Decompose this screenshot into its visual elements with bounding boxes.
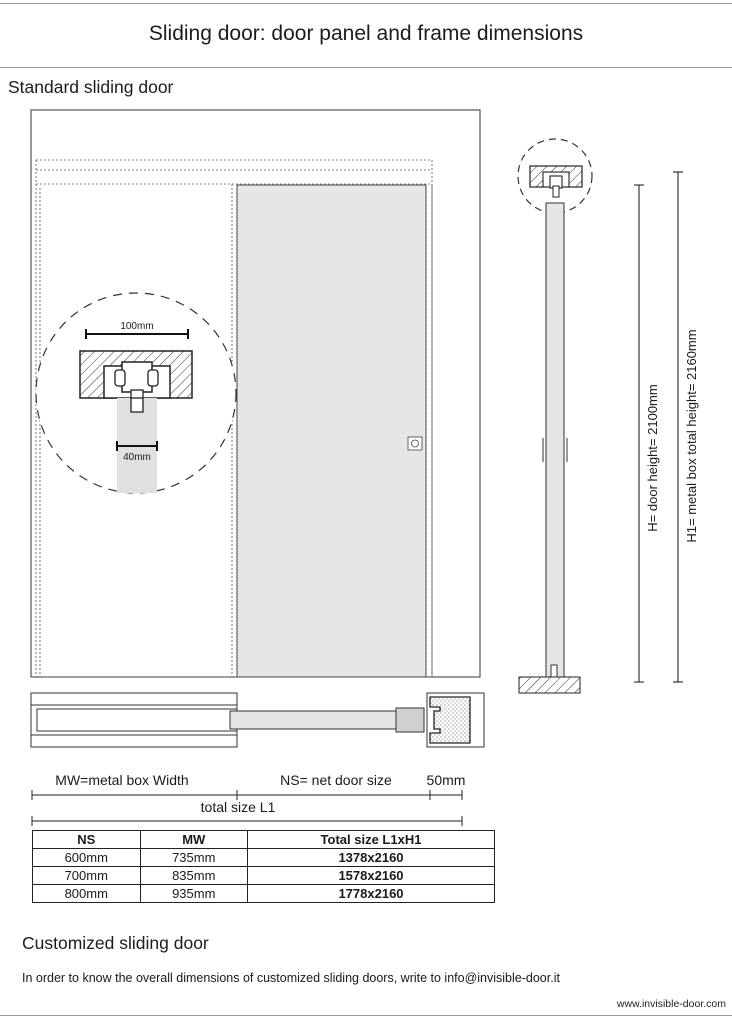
door-height-label: H= door height= 2100mm xyxy=(645,384,660,532)
plan-door-panel xyxy=(230,711,396,729)
section-title-standard: Standard sliding door xyxy=(8,77,174,97)
door-panel xyxy=(237,185,426,677)
page-title: Sliding door: door panel and frame dimensions xyxy=(148,22,584,45)
cell-mw: 735mm xyxy=(140,849,248,867)
plan-pocket-cavity xyxy=(37,709,237,731)
detail-hanger-foot xyxy=(131,398,143,412)
side-hanger xyxy=(553,186,559,197)
table-header-row xyxy=(33,831,495,849)
info-text: In order to know the overall dimensions of customized sliding doors, write to info@invisible-door.it xyxy=(22,971,560,985)
cell-mw: 835mm xyxy=(140,867,248,885)
ns-label: NS= net door size xyxy=(280,772,392,788)
detail-wheel-right xyxy=(148,370,158,386)
side-floor-guide xyxy=(551,665,557,677)
header-total: Total size L1xH1 xyxy=(248,831,495,849)
detail-wheel-left xyxy=(115,370,125,386)
total-size-label: total size L1 xyxy=(200,799,276,815)
cell-ns: 600mm xyxy=(33,849,141,867)
cell-total: 1378x2160 xyxy=(248,849,495,867)
section-title-custom: Customized sliding door xyxy=(22,933,209,953)
dim-100-label: 100mm xyxy=(120,321,154,332)
website-link[interactable]: www.invisible-door.com xyxy=(616,998,726,1010)
side-floor xyxy=(519,677,580,693)
cell-total: 1778x2160 xyxy=(248,885,495,903)
plan-door-edge xyxy=(396,708,424,732)
door-handle xyxy=(408,437,422,450)
header-ns: NS xyxy=(33,831,141,849)
side-section xyxy=(518,139,699,693)
dim-40-label: 40mm xyxy=(123,452,151,463)
cell-ns: 700mm xyxy=(33,867,141,885)
bottom-rule xyxy=(0,1015,732,1016)
sizes-table xyxy=(32,830,495,903)
table-row xyxy=(33,849,495,867)
cell-ns: 800mm xyxy=(33,885,141,903)
side-door-panel xyxy=(546,203,564,677)
header-mw: MW xyxy=(140,831,248,849)
plan-pocket-outer xyxy=(31,693,237,747)
total-height-label: H1= metal box total height= 2160mm xyxy=(684,329,699,543)
table-row xyxy=(33,885,495,903)
plan-view xyxy=(31,693,484,747)
plan-dimensions xyxy=(32,772,465,826)
cell-mw: 935mm xyxy=(140,885,248,903)
plan-jamb-profile xyxy=(430,697,470,743)
top-rail-detail xyxy=(36,293,236,493)
table-row xyxy=(33,867,495,885)
offset-label: 50mm xyxy=(426,772,466,788)
cell-total: 1578x2160 xyxy=(248,867,495,885)
mw-label: MW=metal box Width xyxy=(55,772,189,788)
